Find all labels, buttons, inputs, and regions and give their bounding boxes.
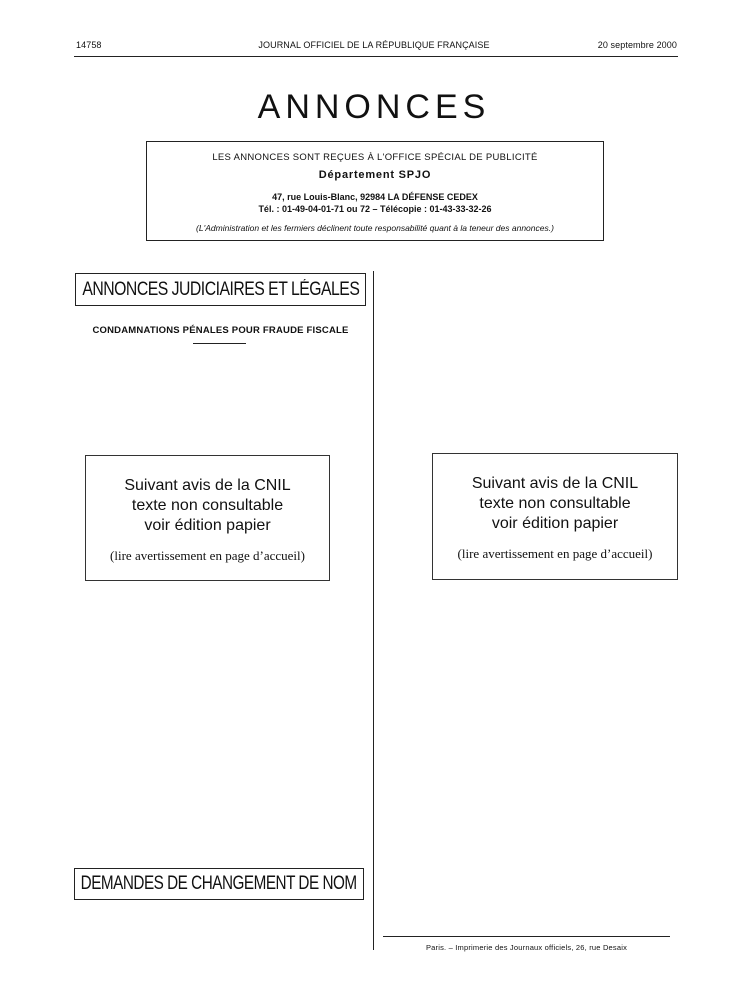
cnil-line-2: texte non consultable: [479, 495, 631, 512]
journal-title: JOURNAL OFFICIEL DE LA RÉPUBLIQUE FRANÇAISE: [258, 40, 490, 50]
info-line-office: LES ANNONCES SONT REÇUES À L'OFFICE SPÉCIAL DE PUBLICITÉ: [212, 152, 538, 163]
section-heading-judiciaires-label: ANNONCES JUDICIAIRES ET LÉGALES: [82, 278, 359, 300]
info-line-department: Département SPJO: [318, 169, 432, 181]
footer-divider: [383, 936, 670, 937]
issue-date: 20 septembre 2000: [597, 40, 677, 50]
cnil-note: (lire avertissement en page d’accueil): [457, 546, 653, 561]
cnil-note: (lire avertissement en page d’accueil): [110, 548, 305, 563]
subheading-fraude-fiscale: CONDAMNATIONS PÉNALES POUR FRAUDE FISCALE: [92, 325, 349, 336]
cnil-line-3: voir édition papier: [144, 517, 271, 534]
cnil-line-1: Suivant avis de la CNIL: [471, 475, 639, 492]
cnil-line-1: Suivant avis de la CNIL: [124, 477, 291, 494]
cnil-notice-right: [432, 453, 678, 580]
cnil-notice-left: [85, 455, 330, 581]
subheading-rule: [193, 343, 246, 344]
submission-info-box: [146, 141, 604, 241]
printer-imprint: Paris. – Imprimerie des Journaux officiels, 26, rue Desaix: [425, 943, 628, 952]
page-title: ANNONCES: [257, 88, 491, 126]
cnil-line-3: voir édition papier: [491, 515, 619, 532]
section-heading-judiciaires: [75, 273, 366, 306]
cnil-line-2: texte non consultable: [131, 497, 284, 514]
info-line-disclaimer: (L'Administration et les fermiers déclinent toute responsabilité quant à la teneur des annonces.): [196, 223, 554, 233]
column-divider: [373, 271, 374, 950]
page-number: 14758: [76, 40, 102, 50]
info-line-phone: Tél. : 01-49-04-01-71 ou 72 – Télécopie : 01-43-33-32-26: [258, 204, 492, 214]
section-heading-changement-nom: [74, 868, 364, 900]
header-divider: [74, 56, 678, 57]
info-line-address: 47, rue Louis-Blanc, 92984 LA DÉFENSE CEDEX: [272, 192, 478, 202]
section-heading-changement-nom-label: DEMANDES DE CHANGEMENT DE NOM: [81, 873, 358, 894]
